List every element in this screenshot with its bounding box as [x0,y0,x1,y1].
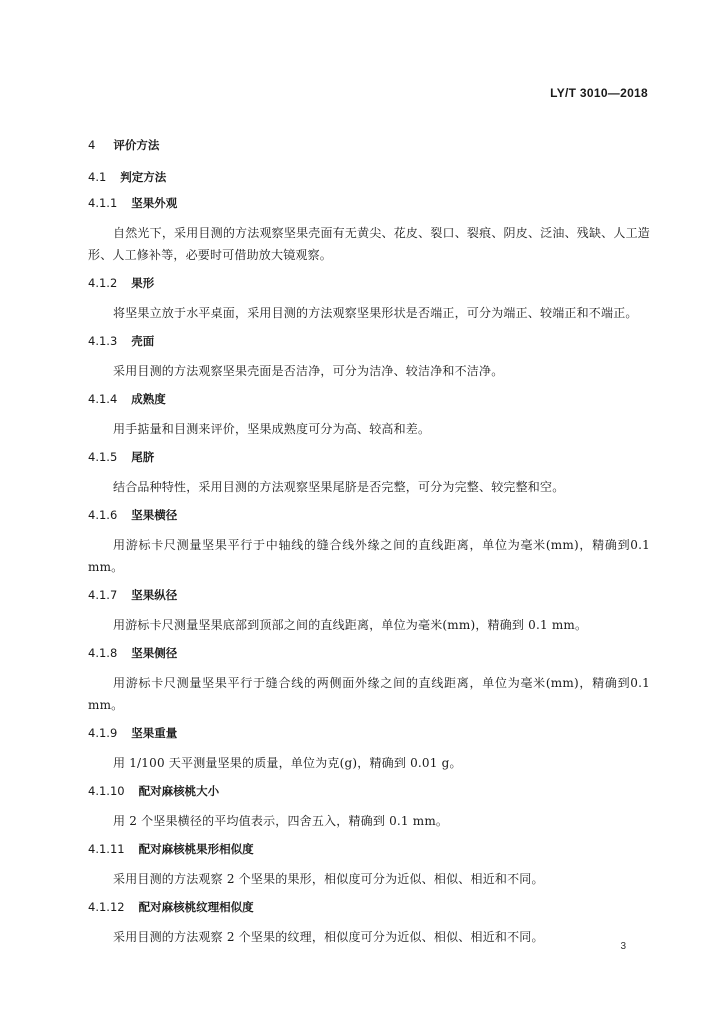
clause-title: 坚果外观 [131,196,178,210]
clause-heading [88,898,650,916]
clause-title: 成熟度 [131,392,166,406]
clause-title: 壳面 [131,334,155,348]
clause-title: 坚果侧径 [131,646,178,660]
clause-text: 用 1/100 天平测量坚果的质量，单位为克(g)，精确到 0.01 g。 [113,756,462,770]
clause-text: 用手掂量和目测来评价，坚果成熟度可分为高、较高和差。 [113,422,431,436]
section-heading [88,136,650,154]
clause-title: 果形 [131,276,155,290]
clause-title: 坚果纵径 [131,588,178,602]
clause-text: 结合品种特性，采用目测的方法观察坚果尾脐是否完整，可分为完整、较完整和空。 [113,480,565,494]
clause-text: 采用目测的方法观察 2 个坚果的纹理，相似度可分为近似、相似、相近和不同。 [113,930,544,944]
subsection-number: 4.1 [88,170,107,184]
clause-number: 4.1.8 [88,646,118,660]
clause-title: 尾脐 [131,450,155,464]
clause-number: 4.1.9 [88,726,118,740]
clause-heading [88,390,650,408]
subsection-heading [88,168,650,186]
clause-text: 用游标卡尺测量坚果平行于缝合线的两侧面外缘之间的直线距离，单位为毫米(mm)，精确到0.1 mm。 [88,676,650,712]
page-number: 3 [620,941,626,952]
clause-title: 坚果重量 [131,726,178,740]
clause-number: 4.1.7 [88,588,118,602]
clause-list [88,194,650,948]
clause-number: 4.1.10 [88,784,125,798]
clause-heading [88,506,650,524]
clause-heading [88,586,650,604]
clause-heading [88,332,650,350]
clause-text: 用 2 个坚果横径的平均值表示，四舍五入，精确到 0.1 mm。 [113,814,449,828]
clause-number: 4.1.3 [88,334,118,348]
clause-text: 采用目测的方法观察坚果壳面是否洁净，可分为洁净、较洁净和不洁净。 [113,364,504,378]
clause-text: 自然光下，采用目测的方法观察坚果壳面有无黄尖、花皮、裂口、裂痕、阴皮、泛油、残缺、人工造形、人工修补等，必要时可借助放大镜观察。 [88,226,650,262]
clause-text: 将坚果立放于水平桌面，采用目测的方法观察坚果形状是否端正，可分为端正、较端正和不端正。 [113,306,638,320]
clause-title: 坚果横径 [131,508,178,522]
clause-number: 4.1.2 [88,276,118,290]
clause-number: 4.1.12 [88,900,125,914]
clause-title: 配对麻核桃纹理相似度 [138,900,254,914]
clause-number: 4.1.11 [88,842,125,856]
clause-heading [88,782,650,800]
clause-text: 用游标卡尺测量坚果底部到顶部之间的直线距离，单位为毫米(mm)，精确到 0.1 mm。 [113,618,588,632]
clause-title: 配对麻核桃果形相似度 [138,842,254,856]
clause-heading [88,840,650,858]
clause-number: 4.1.4 [88,392,118,406]
clause-heading [88,194,650,212]
document-body [88,136,650,956]
clause-heading [88,448,650,466]
clause-number: 4.1.5 [88,450,118,464]
clause-text: 用游标卡尺测量坚果平行于中轴线的缝合线外缘之间的直线距离，单位为毫米(mm)，精确到0.1 mm。 [88,538,650,574]
clause-heading [88,274,650,292]
section-title: 评价方法 [113,138,160,152]
clause-heading [88,724,650,742]
clause-title: 配对麻核桃大小 [138,784,220,798]
clause-number: 4.1.1 [88,196,118,210]
clause-text: 采用目测的方法观察 2 个坚果的果形，相似度可分为近似、相似、相近和不同。 [113,872,544,886]
standard-number: LY/T 3010—2018 [550,86,648,100]
subsection-title: 判定方法 [120,170,167,184]
section-number: 4 [88,138,96,152]
clause-number: 4.1.6 [88,508,118,522]
clause-heading [88,644,650,662]
